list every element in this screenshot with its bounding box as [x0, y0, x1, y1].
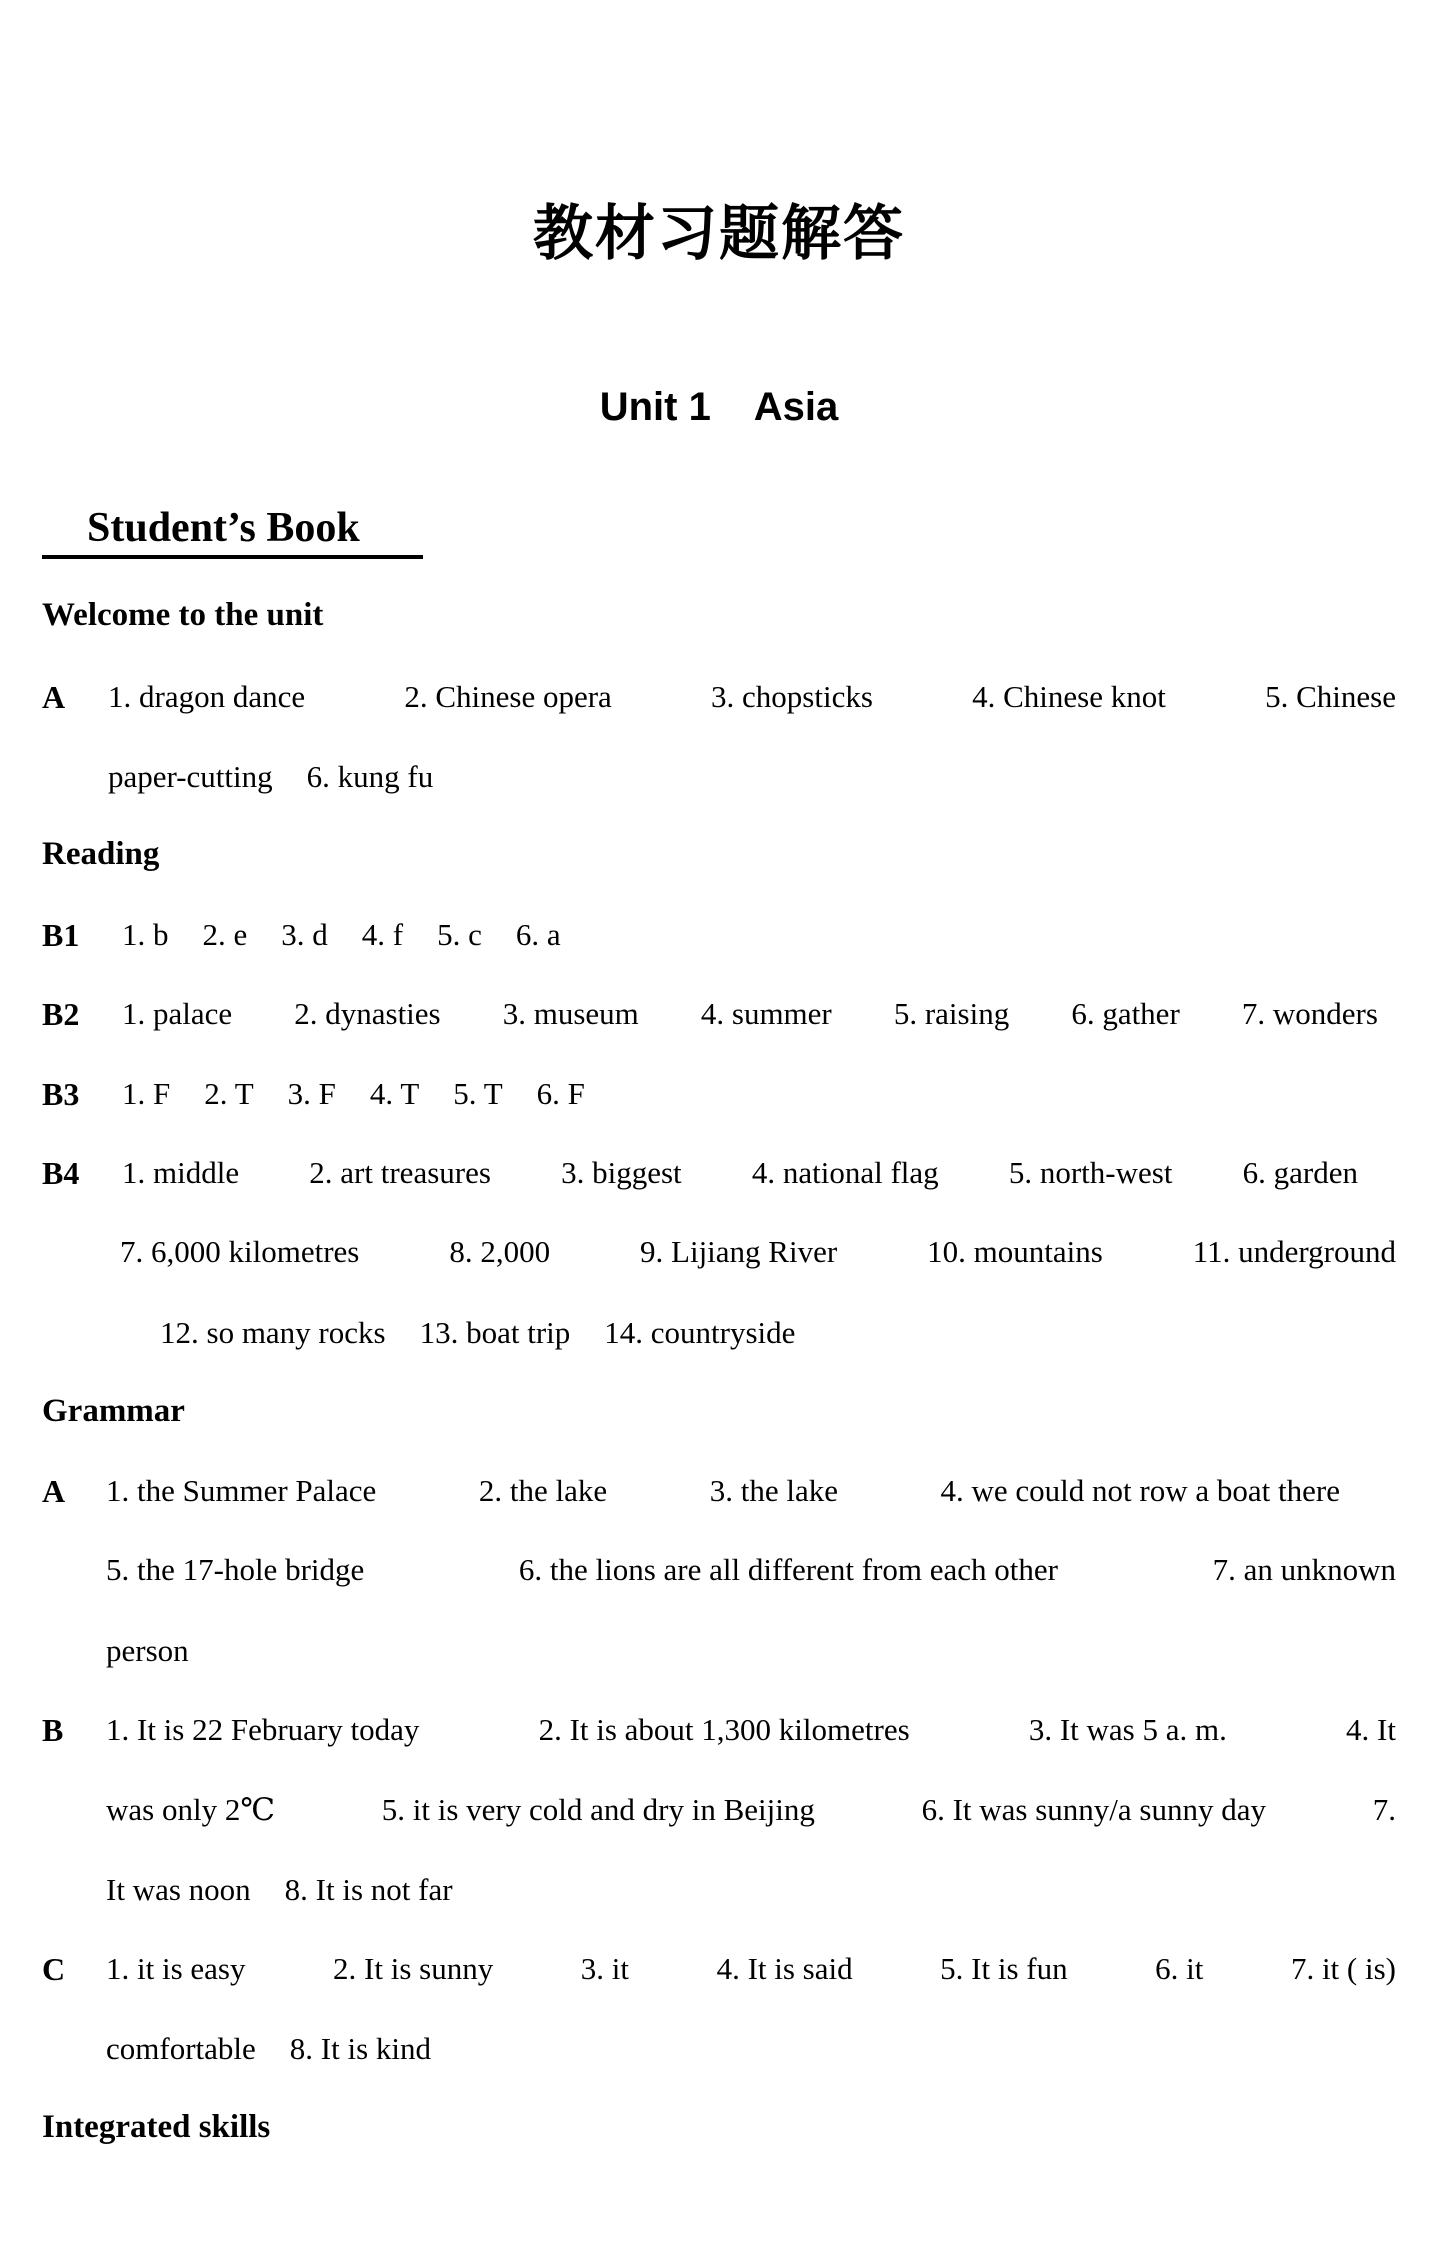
answer-item: 5. the 17-hole bridge [106, 1552, 365, 1587]
answer-item: 13. boat trip [419, 1315, 571, 1350]
answer-item: person [106, 1633, 189, 1668]
answer-item: 4. T [369, 1076, 420, 1111]
answer-item: 6. the lions are all different from each other [518, 1552, 1058, 1587]
answer-item: paper-cutting [108, 759, 273, 794]
section-heading-welcome: Welcome to the unit [42, 597, 324, 633]
answer-item: 6. F [536, 1076, 585, 1111]
answer-line [122, 915, 1396, 955]
answer-item: 8. 2,000 [449, 1234, 551, 1269]
answer-item: 11. underground [1192, 1234, 1396, 1269]
answer-item: 5. It is fun [940, 1951, 1068, 1986]
answer-item: 8. It is kind [289, 2031, 431, 2066]
answer-item: 6. garden [1242, 1155, 1358, 1190]
answer-item: 2. T [204, 1076, 254, 1111]
answer-item: 4. we could not row a boat there [940, 1473, 1340, 1508]
answer-item: 1. it is easy [106, 1951, 246, 1986]
answer-item: 2. It is about 1,300 kilometres [538, 1712, 910, 1747]
answer-item: 3. It was 5 a. m. [1028, 1712, 1227, 1747]
section-heading-grammar: Grammar [42, 1393, 185, 1429]
book-header-text: Student’s Book [87, 505, 360, 551]
answer-item: 1. It is 22 February today [106, 1712, 420, 1747]
answer-item: 8. It is not far [284, 1872, 453, 1907]
exercise-label-welcome-a: A [42, 679, 66, 715]
answer-line [106, 1631, 1396, 1671]
exercise-label-grammar-c: C [42, 1951, 66, 1987]
answer-item: 3. the lake [709, 1473, 838, 1508]
answer-item: 3. F [287, 1076, 336, 1111]
page-title: 教材习题解答 [533, 199, 905, 269]
answer-line [106, 2029, 1396, 2069]
answer-line [120, 1232, 1396, 1272]
answer-item: 6. it [1155, 1951, 1204, 1986]
answer-item: 6. a [515, 917, 561, 952]
book-header [42, 503, 423, 561]
answer-item: 5. Chinese [1265, 679, 1396, 714]
answer-item: 3. it [580, 1951, 630, 1986]
answer-item: 14. countryside [604, 1315, 796, 1350]
exercise-label-b4: B4 [42, 1155, 80, 1191]
answer-item: 5. T [453, 1076, 503, 1111]
answer-item: 4. national flag [751, 1155, 939, 1190]
answer-item: 3. d [281, 917, 328, 952]
answer-item: 2. It is sunny [333, 1951, 494, 1986]
answer-item: 5. raising [893, 996, 1010, 1031]
answer-item: 6. It was sunny/a sunny day [921, 1792, 1266, 1827]
answer-line [106, 1949, 1396, 1989]
answer-item: 7. 6,000 kilometres [120, 1234, 360, 1269]
answer-item: 1. b [122, 917, 169, 952]
answer-item: 4. It is said [716, 1951, 853, 1986]
answer-item: 1. middle [122, 1155, 240, 1190]
answer-item: 7. an unknown [1212, 1552, 1396, 1587]
exercise-label-b3: B3 [42, 1076, 80, 1112]
answer-item: 2. art treasures [309, 1155, 491, 1190]
answer-item: 6. gather [1071, 996, 1180, 1031]
answer-item: 4. It [1346, 1712, 1396, 1747]
answer-item: comfortable [106, 2031, 256, 2066]
exercise-label-grammar-a: A [42, 1473, 66, 1509]
answer-item: 2. e [202, 917, 248, 952]
section-heading-integrated-skills: Integrated skills [42, 2109, 271, 2145]
answer-item: was only 2℃ [106, 1792, 276, 1827]
answer-line [122, 994, 1378, 1034]
answer-item: 10. mountains [927, 1234, 1103, 1269]
answer-item: 7. wonders [1241, 996, 1378, 1031]
answer-line [122, 1153, 1358, 1193]
answer-line [108, 757, 1396, 797]
answer-item: 4. Chinese knot [972, 679, 1166, 714]
answer-item: 6. kung fu [306, 759, 434, 794]
answer-item: It was noon [106, 1872, 251, 1907]
answer-line [106, 1870, 1396, 1910]
answer-item: 5. c [437, 917, 482, 952]
answer-item: 5. it is very cold and dry in Beijing [381, 1792, 815, 1827]
answer-item: 5. north-west [1008, 1155, 1173, 1190]
answer-item: 7. it ( is) [1290, 1951, 1396, 1986]
answer-line [106, 1550, 1396, 1590]
answer-line [106, 1471, 1340, 1511]
answer-item: 1. the Summer Palace [106, 1473, 377, 1508]
answer-item: 2. Chinese opera [404, 679, 612, 714]
answer-item: 3. chopsticks [711, 679, 873, 714]
answer-item: 7. [1372, 1792, 1396, 1827]
answer-item: 4. summer [700, 996, 832, 1031]
answer-item: 1. dragon dance [108, 679, 306, 714]
answer-item: 12. so many rocks [160, 1315, 386, 1350]
answer-item: 9. Lijiang River [640, 1234, 838, 1269]
answer-line [106, 1710, 1396, 1750]
answer-item: 4. f [361, 917, 404, 952]
answer-item: 2. dynasties [294, 996, 441, 1031]
exercise-label-b2: B2 [42, 996, 80, 1032]
exercise-label-b1: B1 [42, 917, 80, 953]
answer-item: 1. F [122, 1076, 171, 1111]
answer-line [106, 1790, 1396, 1830]
answer-item: 3. biggest [561, 1155, 682, 1190]
answer-item: 1. palace [122, 996, 233, 1031]
answer-item: 3. museum [502, 996, 639, 1031]
exercise-label-grammar-b: B [42, 1712, 64, 1748]
unit-title: Unit 1 Asia [599, 385, 839, 429]
answer-line [122, 1074, 1396, 1114]
answer-item: 2. the lake [478, 1473, 608, 1508]
answer-line [108, 677, 1396, 717]
book-header-underline [42, 555, 423, 559]
section-heading-reading: Reading [42, 836, 160, 872]
answer-line [160, 1313, 1396, 1353]
